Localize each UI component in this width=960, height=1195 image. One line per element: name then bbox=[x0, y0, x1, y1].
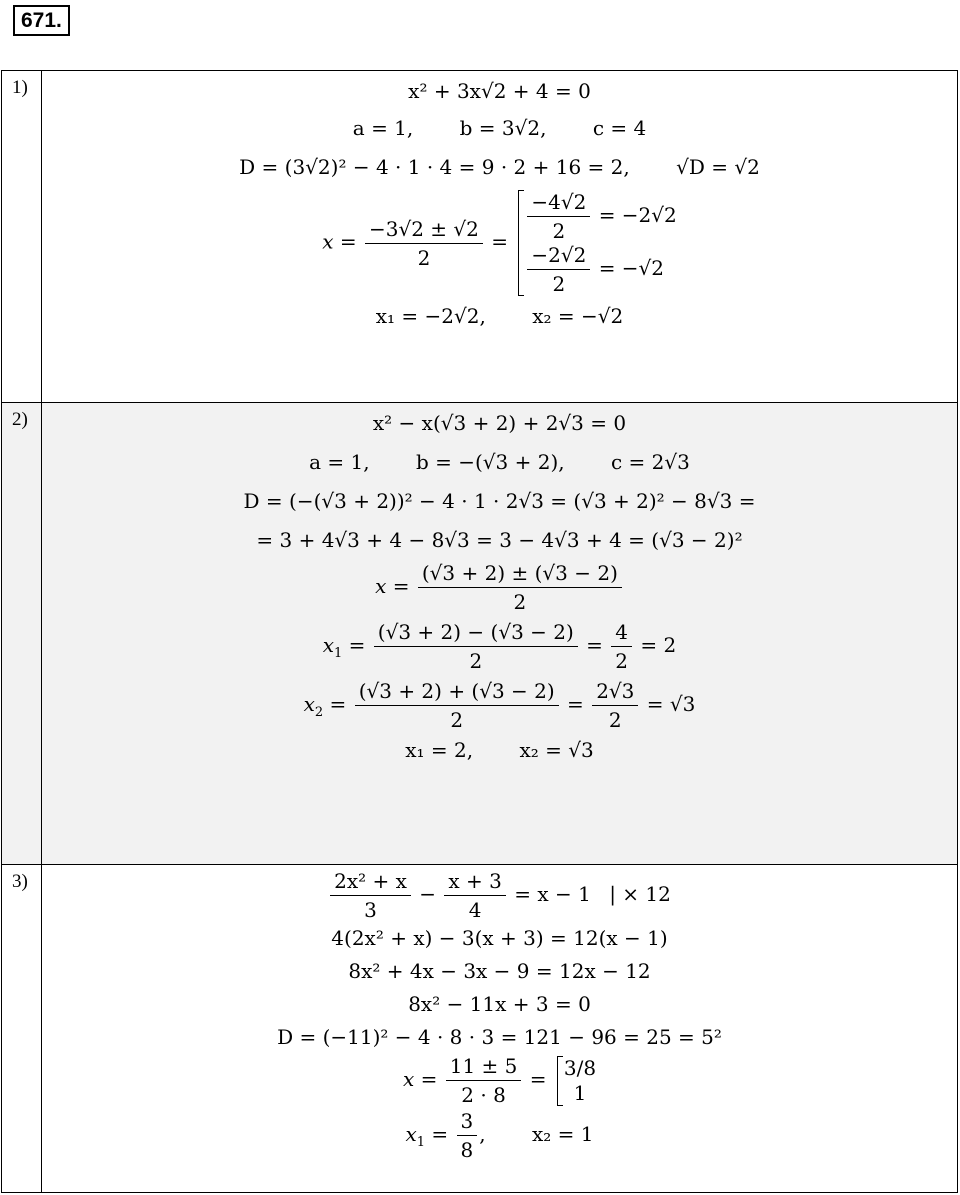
part-3-body bbox=[42, 865, 958, 1193]
p2-equation: x² − x(√3 + 2) + 2√3 = 0 bbox=[372, 411, 627, 435]
p2-x1: $x_1$ = $\frac{(√3 + 2) - (√3 - 2)}{2}$ = $\frac{4}{2}$ = 2 bbox=[322, 620, 677, 673]
p2-x2: $x_2$ = $\frac{(√3 + 2) + (√3 - 2)}{2}$ = $\frac{2√3}{2}$ = √3 bbox=[303, 679, 696, 732]
p3-answer: $x_1$ = $\frac{3}{8}$ , x₂ = 1 bbox=[405, 1109, 594, 1162]
part-2-label: 2) bbox=[2, 403, 42, 865]
p1-equation: x² + 3x√2 + 4 = 0 bbox=[408, 79, 591, 103]
part-3-label: 3) bbox=[2, 865, 42, 1193]
p2-discriminant-2: = 3 + 4√3 + 4 − 8√3 = 3 − 4√3 + 4 = (√3 − 2)² bbox=[256, 528, 743, 552]
part-1-label: 1) bbox=[2, 71, 42, 403]
p1-discriminant: D = (3√2)² − 4 · 1 · 4 = 9 · 2 + 16 = 2, √D = √2 bbox=[239, 155, 760, 179]
part-1-row bbox=[2, 71, 958, 403]
p3-step-2: 8x² + 4x − 3x − 9 = 12x − 12 bbox=[348, 959, 651, 983]
p1-coefficients: a = 1, b = 3√2, c = 4 bbox=[352, 116, 647, 140]
p2-answer: x₁ = 2, x₂ = √3 bbox=[405, 738, 594, 762]
p2-x-formula: x = $\frac{(√3 + 2) \pm (√3 - 2)}{2}$ bbox=[42, 561, 957, 614]
p2-coefficients: a = 1, b = −(√3 + 2), c = 2√3 bbox=[309, 450, 690, 474]
p3-step-3: 8x² − 11x + 3 = 0 bbox=[408, 992, 591, 1016]
p3-discriminant: D = (−11)² − 4 · 8 · 3 = 121 − 96 = 25 = 5² bbox=[277, 1025, 722, 1049]
p3-equation: $\frac{\text{2x² + x}}{3}$ − $\frac{x + 3}{4}$ = x − 1 | × 12 bbox=[42, 869, 957, 922]
p1-answer: x₁ = −2√2, x₂ = −√2 bbox=[375, 304, 624, 328]
part-3-row bbox=[2, 865, 958, 1193]
p2-discriminant-1: D = (−(√3 + 2))² − 4 · 1 · 2√3 = (√3 + 2)² − 8√3 = bbox=[243, 489, 756, 513]
problem-number: 671. bbox=[13, 5, 70, 36]
part-2-body bbox=[42, 403, 958, 865]
p3-x-formula: x = $\frac{11 \pm 5}{2 \cdot 8}$ = 3/8 1 bbox=[402, 1054, 597, 1107]
part-1-body bbox=[42, 71, 958, 403]
p1-x-formula: x = $\frac{-3√2 \pm √2}{2}$ = $\frac{-4√2}{2}$ = −2√2 $\frac{-2√2}{2}$ = −√2 bbox=[322, 190, 677, 296]
solution-table bbox=[1, 70, 958, 1193]
part-2-row bbox=[2, 403, 958, 865]
p3-step-1: 4(2x² + x) − 3(x + 3) = 12(x − 1) bbox=[331, 926, 668, 950]
